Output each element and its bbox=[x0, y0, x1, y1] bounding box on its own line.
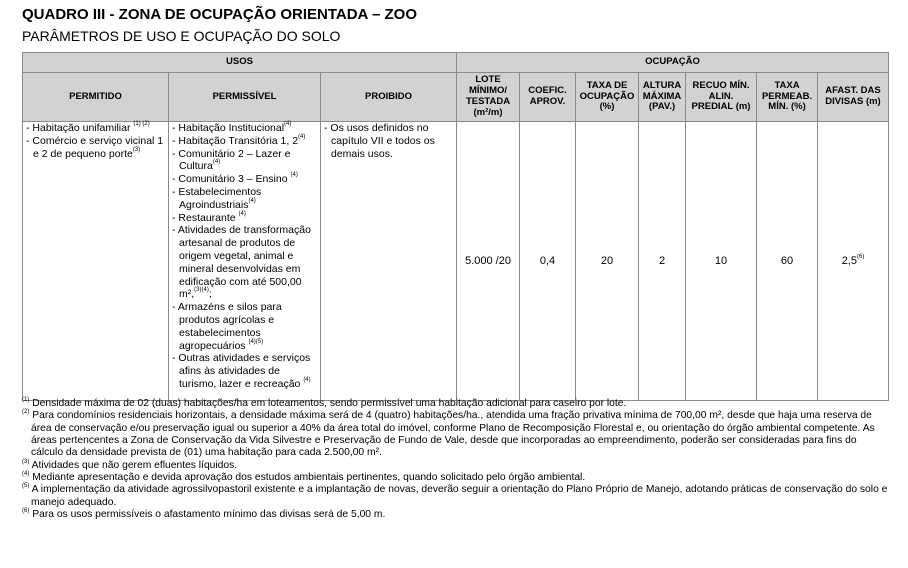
col-header-afast: AFAST. DAS DIVISAS (m) bbox=[818, 73, 889, 122]
list-item: - Habitação Transitória 1, 2$^{(4)}$ bbox=[172, 133, 306, 147]
col-header-proibido: PROIBIDO bbox=[321, 73, 457, 122]
footnote: $^{(1)}$ Densidade máxima de 02 (duas) habitações/ha em loteamentos, sendo permissível uma habitação adicional para caseiro por lote. bbox=[22, 397, 627, 409]
footnote: $^{(6)}$ Para os usos permissíveis o afastamento mínimo das divisas será de 5,00 m. bbox=[22, 508, 386, 521]
list-item: - Comunitário 3 – Ensino $^{(4)}$ bbox=[172, 172, 298, 186]
document-title: QUADRO III - ZONA DE OCUPAÇÃO ORIENTADA – ZOO bbox=[22, 6, 418, 23]
proibido-cell bbox=[321, 122, 457, 401]
list-item: - Comércio e serviço vicinal 1 e 2 de pequeno porte$^{(3)}$ bbox=[26, 134, 164, 160]
permissivel-cell bbox=[169, 122, 321, 401]
footnotes bbox=[22, 398, 888, 521]
col-header-taxa: TAXA DE OCUPAÇÃO (%) bbox=[576, 73, 639, 122]
ocupacao-group-header: OCUPAÇÃO bbox=[457, 53, 889, 73]
col-header-permitido: PERMITIDO bbox=[23, 73, 169, 122]
list-item: - Comunitário 2 – Lazer e Cultura$^{(4)}$ bbox=[172, 147, 291, 173]
list-item: - Outras atividades e serviços afins às atividades de turismo, lazer e recreação $^{(4)}$ bbox=[172, 352, 311, 390]
document-subtitle: PARÂMETROS DE USO E OCUPAÇÃO DO SOLO bbox=[22, 28, 341, 44]
list-item: - Restaurante $^{(4)}$ bbox=[172, 210, 246, 224]
recuo-value: 10 bbox=[686, 122, 757, 401]
col-header-permeab: TAXA PERMEAB. MÍN. (%) bbox=[757, 73, 818, 122]
list-item: - Os usos definidos no capítulo VII e todos os demais usos. bbox=[324, 122, 435, 160]
lote-value: 5.000 /20 bbox=[457, 122, 520, 401]
footnote: $^{(3)}$ Atividades que não gerem efluentes líquidos. bbox=[22, 458, 238, 471]
footnote: $^{(5)}$ A implementação da atividade agrossilvopastoril existente e a implantação de novas, deverão seguir a orientação do Plano Próprio de Manejo, adotando práticas de conservação do solo e manejo adequado. bbox=[22, 483, 888, 508]
footnote: $^{(4)}$ Mediante apresentação e devida aprovação dos estudos ambientais pertinentes, quando solicitado pelo órgão ambiental. bbox=[22, 471, 586, 484]
footnote: $^{(2)}$ Para condomínios residenciais horizontais, a densidade máxima será de 4 (quatro) habitações/ha., atendida uma fração privativa mínima de 700,00 m², desde que haja uma reserva de área de conservação e/ou preservação igual ou superior a 40% da área total do imóvel, conforme Plano de Recomposição Florestal e, ou orientação do órgão ambiental competente. As áreas pertencentes a Zona de Conservação da Vida Silvestre e Preservação de Fundo de Vale, desde que incorporadas ao empreendimento, poderão ser consideradas para fins do cálculo da densidade prevista de (01) uma habitação para cada 2.500,00 m². bbox=[22, 409, 875, 459]
col-header-lote: LOTE MÍNIMO/ TESTADA (m²/m) bbox=[457, 73, 520, 122]
coefic-value: 0,4 bbox=[520, 122, 576, 401]
parameters-table bbox=[22, 52, 889, 401]
afast-value: 2,5$^{(6)}$ bbox=[818, 122, 889, 401]
usos-group-header: USOS bbox=[23, 53, 457, 73]
taxa-value: 20 bbox=[576, 122, 639, 401]
col-header-coefic: COEFIC. APROV. bbox=[520, 73, 576, 122]
permeab-value: 60 bbox=[757, 122, 818, 401]
list-item: - Habitação unifamiliar $^{(1) (2)}$ bbox=[26, 121, 150, 134]
altura-value: 2 bbox=[639, 122, 686, 401]
col-header-recuo: RECUO MÍN. ALIN. PREDIAL (m) bbox=[686, 73, 757, 122]
list-item: - Atividades de transformação artesanal de produtos de origem vegetal, animal e mineral desenvolvidas em edificação com até 500,00 m²,$^{(3)(4)}$; bbox=[172, 224, 311, 301]
list-item: - Estabelecimentos Agroindustriais$^{(4)}$ bbox=[172, 185, 262, 211]
list-item: - Habitação Institucional$^{(4)}$ bbox=[172, 121, 292, 134]
col-header-altura: ALTURA MÁXIMA (PAV.) bbox=[639, 73, 686, 122]
col-header-permissivel: PERMISSÍVEL bbox=[169, 73, 321, 122]
permitido-cell bbox=[23, 122, 169, 401]
list-item: - Armazéns e silos para produtos agrícolas e estabelecimentos agropecuários $^{(4)(5)}$ bbox=[172, 301, 282, 352]
